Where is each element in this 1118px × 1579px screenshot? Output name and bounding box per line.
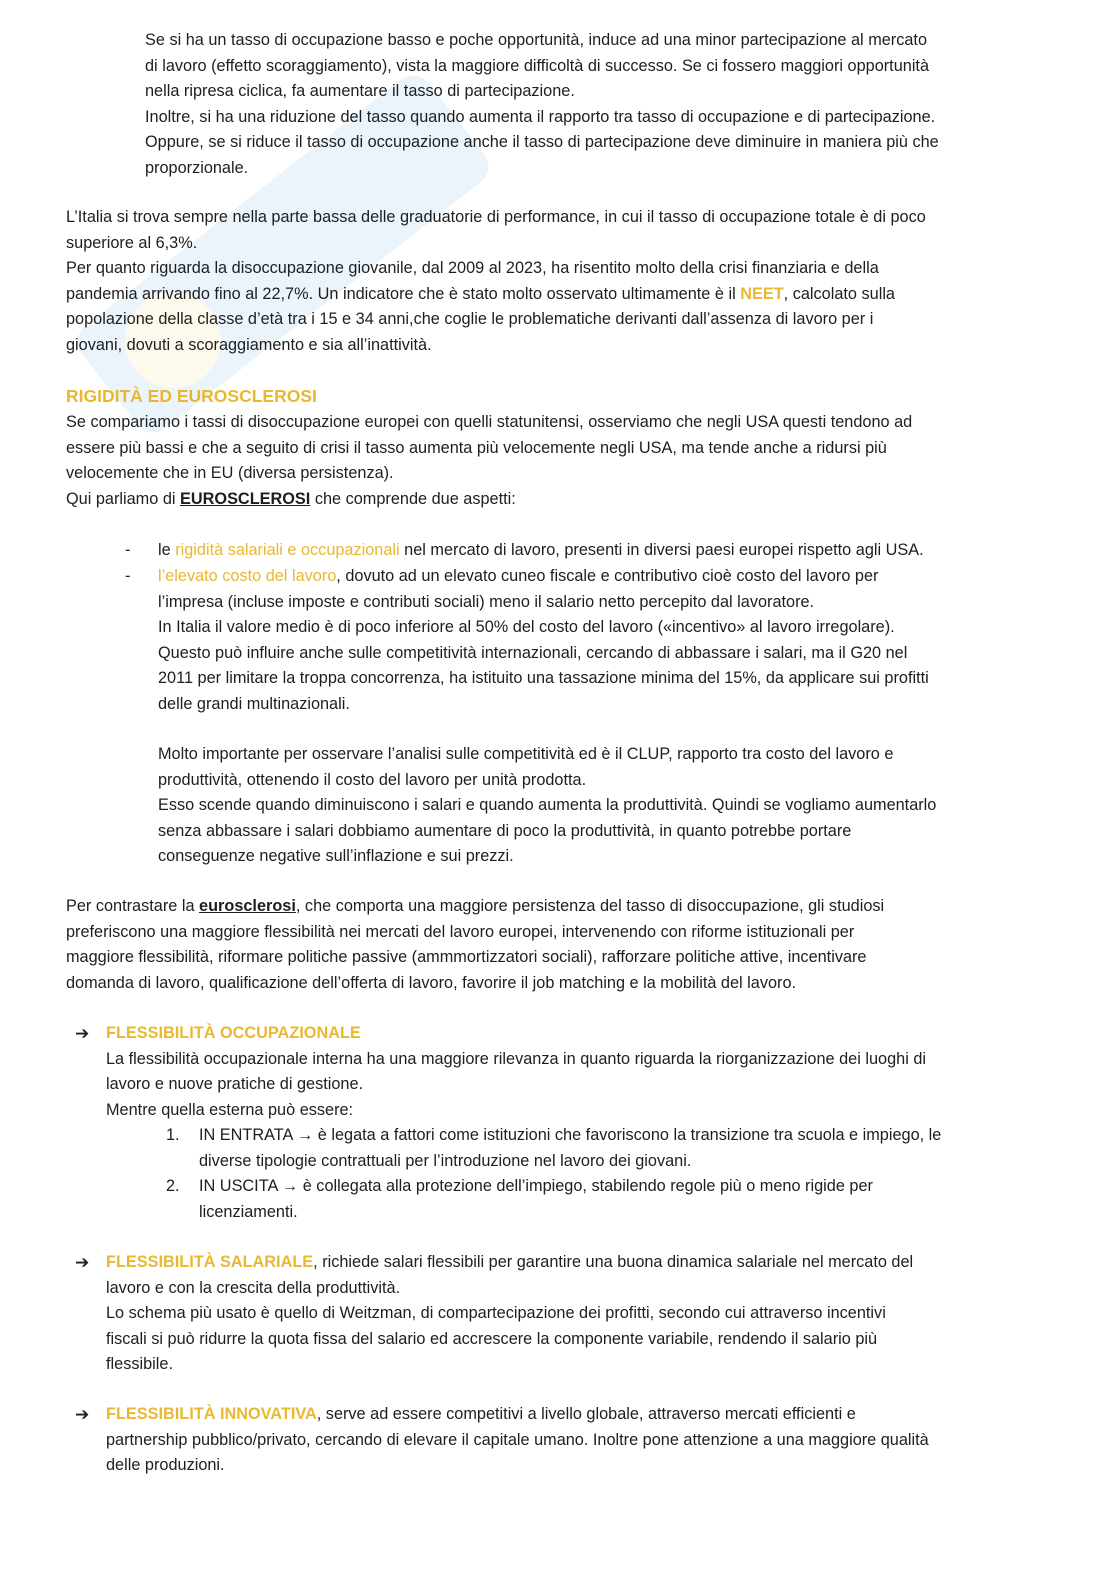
eurosclerosi-term: EUROSCLEROSI (180, 489, 311, 508)
text-run: , serve ad essere competitivi a livello globale, attraverso mercati efficienti e (316, 1405, 856, 1423)
text-line (66, 487, 912, 513)
text-line: L’Italia si trova sempre nella parte bassa delle graduatorie di performance, in cui il tasso di occupazione totale è di poco (66, 208, 926, 226)
list-number: 2. (166, 1177, 180, 1195)
text-line: lavoro e nuove pratiche di gestione. (106, 1075, 364, 1094)
text-line: Lo schema più usato è quello di Weitzman, di compartecipazione dei profitti, secondo cui attraverso incentivi (106, 1304, 886, 1323)
item-title: FLESSIBILITÀ OCCUPAZIONALE (106, 1024, 361, 1042)
text-line: partnership pubblico/privato, cercando di elevare il capitale umano. Inoltre pone attenzione a una maggiore qualità (106, 1430, 929, 1449)
text-line: delle grandi multinazionali. (158, 694, 350, 713)
bullet-dash: - (125, 567, 131, 585)
contrast-paragraph (66, 894, 884, 996)
highlight-term: rigidità salariali e occupazionali (175, 541, 400, 559)
list-item-entrata (199, 1123, 941, 1174)
item-title: FLESSIBILITÀ SALARIALE (106, 1253, 314, 1271)
text-run: nel mercato di lavoro, presenti in diversi paesi europei rispetto agli USA. (399, 541, 924, 559)
text-line: Se compariamo i tassi di disoccupazione europei con quelli statunitensi, osserviamo che negli USA questi tendono ad (66, 413, 913, 431)
text-line: lavoro e con la crescita della produttività. (106, 1278, 401, 1297)
text-line: 2011 per limitare la troppa concorrenza, ha istituito una tassazione minima del 15%, da applicare sui profitti (158, 669, 929, 688)
text-line: Esso scende quando diminuiscono i salari e quando aumenta la produttività. Quindi se vogliamo aumentarlo (158, 796, 937, 815)
flex-occupazionale-item (106, 1021, 926, 1123)
text-line: domanda di lavoro, qualificazione dell’offerta di lavoro, favorire il job matching e la mobilità del lavoro. (66, 973, 797, 992)
text-line: In Italia il valore medio è di poco inferiore al 50% del costo del lavoro («incentivo» al lavoro irregolare). (158, 618, 895, 637)
text-line: essere più bassi e che a seguito di crisi il tasso aumenta più velocemente negli USA, ma tende anche a ridursi più (66, 438, 887, 457)
text-run: le (158, 541, 176, 559)
clup-paragraph (158, 742, 936, 870)
neet-term: NEET (740, 284, 784, 303)
text-line: IN ENTRATA → è legata a fattori come istituzioni che favoriscono la transizione tra scuola e impiego, le (199, 1126, 942, 1144)
text-run: Qui parliamo di (66, 489, 181, 508)
section-heading: RIGIDITÀ ED EUROSCLEROSI (66, 386, 317, 406)
highlight-term: l’elevato costo del lavoro (158, 567, 337, 585)
text-line: Molto importante per osservare l’analisi sulle competitività ed è il CLUP, rapporto tra costo del lavoro e (158, 745, 894, 763)
text-line: proporzionale. (145, 158, 249, 177)
list-number: 1. (166, 1126, 180, 1144)
bullet-dash: - (125, 541, 131, 559)
text-line: Inoltre, si ha una riduzione del tasso quando aumenta il rapporto tra tasso di occupazione e di partecipazione. (145, 107, 936, 126)
text-line: delle produzioni. (106, 1456, 225, 1475)
text-line: senza abbassare i salari dobbiamo aumentare di poco la produttività, in quanto potrebbe portare (158, 821, 852, 840)
text-run: , richiede salari flessibili per garantire una buona dinamica salariale nel mercato del (313, 1253, 914, 1271)
text-line: l’impresa (incluse imposte e contributi sociali) meno il salario netto percepito dal lavoratore. (158, 592, 815, 611)
text-line (158, 564, 929, 590)
text-line: licenziamenti. (199, 1202, 298, 1221)
text-run: pandemia arrivando fino al 22,7%. Un indicatore che è stato molto osservato ultimamente è il (66, 284, 741, 303)
arrow-bullet-icon: ➔ (75, 1024, 90, 1043)
text-run: , che comporta una maggiore persistenza del tasso di disoccupazione, gli studiosi (295, 897, 885, 915)
text-line (66, 282, 926, 308)
text-line: Oppure, se si riduce il tasso di occupazione anche il tasso di partecipazione deve diminuire in maniera più che (145, 133, 939, 152)
text-line: fiscali si può ridurre la quota fissa del salario ed accrescere la componente variabile, rendendo il salario più (106, 1329, 878, 1348)
flex-salariale-item (106, 1250, 913, 1378)
text-line: Mentre quella esterna può essere: (106, 1100, 354, 1119)
text-line: velocemente che in EU (diversa persistenza). (66, 464, 394, 483)
item-title: FLESSIBILITÀ INNOVATIVA (106, 1405, 317, 1423)
text-run: , dovuto ad un elevato cuneo fiscale e contributivo cioè costo del lavoro per (336, 567, 879, 585)
arrow-bullet-icon: ➔ (75, 1405, 90, 1424)
text-line: preferiscono una maggiore flessibilità nei mercati del lavoro europei, intervenendo con riforme istituzionali per (66, 922, 855, 941)
bullet-item-costo-lavoro (158, 564, 929, 718)
text-line: conseguenze negative sull’inflazione e sui prezzi. (158, 847, 514, 866)
text-line: IN USCITA → è collegata alla protezione dell’impiego, stabilendo regole più o meno rigide per (199, 1177, 873, 1195)
eurosclerosi-paragraph (66, 410, 912, 512)
text-line: maggiore flessibilità, riformare politiche passive (ammmortizzatori sociali), rafforzare politiche attive, incentivare (66, 948, 867, 967)
text-line: di lavoro (effetto scoraggiamento), vista la maggiore difficoltà di successo. Se ci fossero maggiori opportunità (145, 56, 930, 75)
text-line: nella ripresa ciclica, fa aumentare il tasso di partecipazione. (145, 82, 575, 101)
text-line (106, 1402, 929, 1428)
text-line: popolazione della classe d’età tra i 15 e 34 anni,che coglie le problematiche derivanti dall’assenza di lavoro per i (66, 310, 874, 329)
text-run: che comprende due aspetti: (310, 489, 516, 508)
text-line: La flessibilità occupazionale interna ha una maggiore rilevanza in quanto riguarda la riorganizzazione dei luoghi di (106, 1049, 927, 1068)
text-run: Per contrastare la (66, 897, 200, 915)
text-line: diverse tipologie contrattuali per l’introduzione nel lavoro dei giovani. (199, 1151, 692, 1170)
text-line: Questo può influire anche sulle competitività internazionali, cercando di abbassare i salari, ma il G20 nel (158, 643, 908, 662)
text-line: superiore al 6,3%. (66, 233, 198, 252)
text-line (158, 538, 924, 564)
text-line (106, 1250, 913, 1276)
text-line (66, 894, 884, 920)
text-line: Per quanto riguarda la disoccupazione giovanile, dal 2009 al 2023, ha risentito molto della crisi finanziaria e della (66, 259, 879, 278)
text-line: produttività, ottenendo il costo del lavoro per unità prodotta. (158, 770, 587, 789)
text-run: , calcolato sulla (783, 284, 895, 303)
flex-innovativa-item (106, 1402, 929, 1479)
intro-paragraph (145, 28, 939, 182)
text-line: giovani, dovuti a scoraggiamento e sia all’inattività. (66, 335, 432, 354)
italy-paragraph (66, 205, 926, 359)
bullet-item-rigidita (158, 538, 924, 564)
text-line: flessibile. (106, 1355, 173, 1374)
list-item-uscita (199, 1174, 873, 1225)
eurosclerosi-term: eurosclerosi (199, 897, 296, 915)
text-line: Se si ha un tasso di occupazione basso e poche opportunità, induce ad una minor partecipazione al mercato (145, 31, 928, 49)
arrow-bullet-icon: ➔ (75, 1253, 90, 1272)
